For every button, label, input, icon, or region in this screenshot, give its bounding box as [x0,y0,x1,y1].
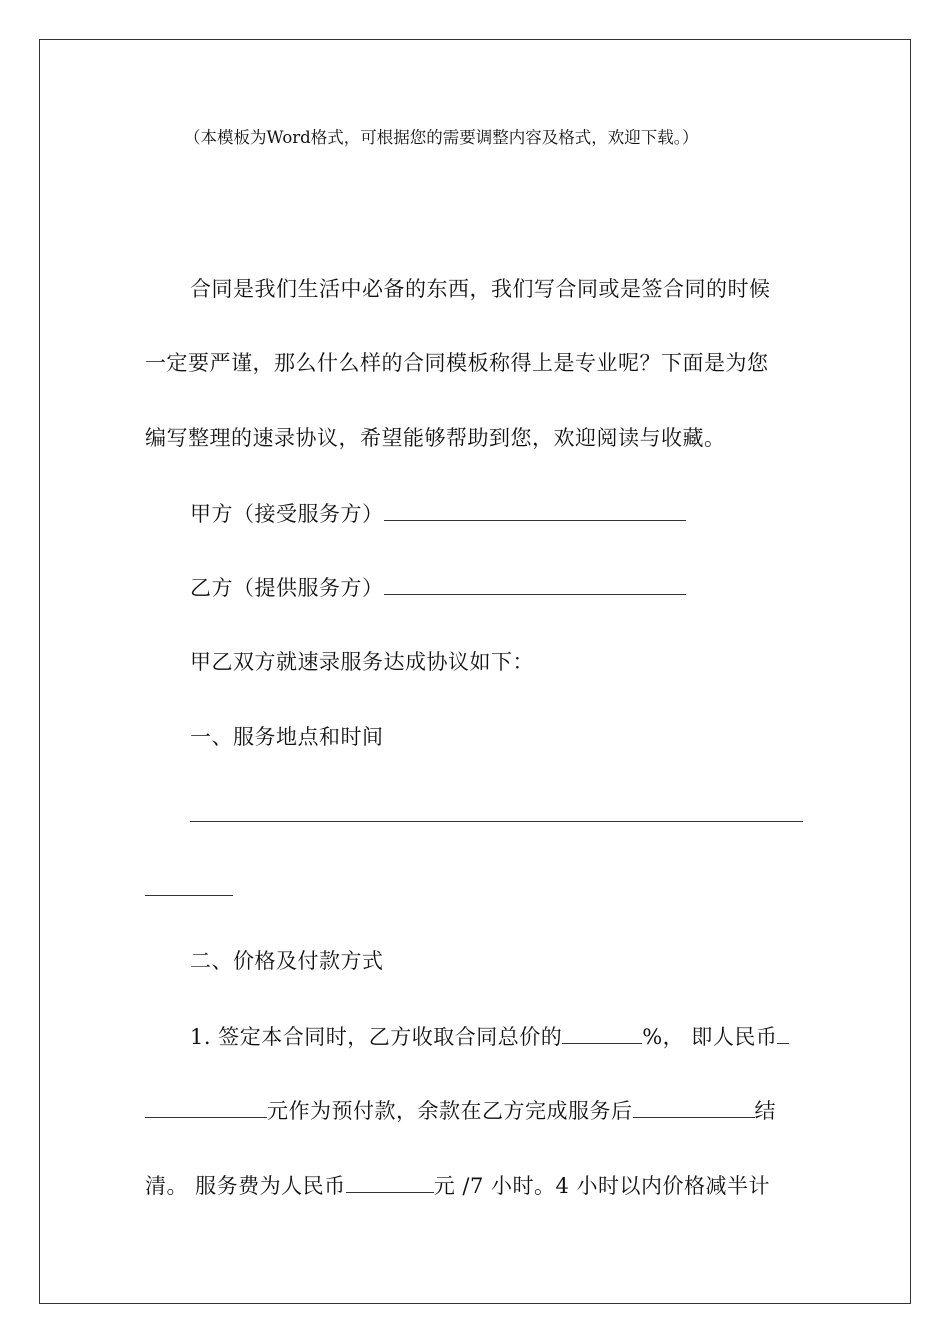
agreement-intro: 甲乙双方就速录服务达成协议如下： [190,650,534,674]
section-1-blank-line-continued [145,895,233,896]
party-b-label: 乙方（提供服务方） [190,576,384,600]
party-b-blank [384,574,686,595]
party-a-blank [384,500,686,521]
item-1-text-c: 元作为预付款，余款在乙方完成服务后 [267,1099,633,1123]
rmb-blank-start [777,1023,789,1044]
section-1-blank-line [190,821,803,822]
party-a-label: 甲方（接受服务方） [190,502,384,526]
service-fee-blank [346,1172,434,1193]
item-1-text-b: %， 即人民币 [642,1025,778,1049]
intro-line-2: 一定要严谨，那么什么样的合同模板称得上是专业呢？下面是为您 [145,351,769,375]
item-1-text-d: 结 [754,1099,776,1123]
item-1-text-f: 元 /7 小时。4 小时以内价格减半计 [433,1174,771,1198]
settlement-blank [633,1097,755,1118]
percent-blank [562,1023,642,1044]
section-2-item-1-line-3 [145,1172,770,1199]
section-2-item-1-line-1 [190,1023,789,1050]
template-note: （本模板为Word格式，可根据您的需要调整内容及格式，欢迎下载。） [184,128,699,147]
section-2-item-1-line-2 [145,1097,776,1124]
section-2-title: 二、价格及付款方式 [190,949,384,973]
party-a-line [190,500,686,527]
intro-line-1: 合同是我们生活中必备的东西，我们写合同或是签合同的时候 [190,277,771,301]
item-1-text-a: 1. 签定本合同时，乙方收取合同总价的 [190,1025,563,1049]
prepayment-amount-blank [145,1097,267,1118]
section-1-title: 一、服务地点和时间 [190,725,384,749]
party-b-line [190,574,686,601]
item-1-text-e: 清。 服务费为人民币 [145,1174,346,1198]
intro-line-3: 编写整理的速录协议，希望能够帮助到您，欢迎阅读与收藏。 [145,426,726,450]
